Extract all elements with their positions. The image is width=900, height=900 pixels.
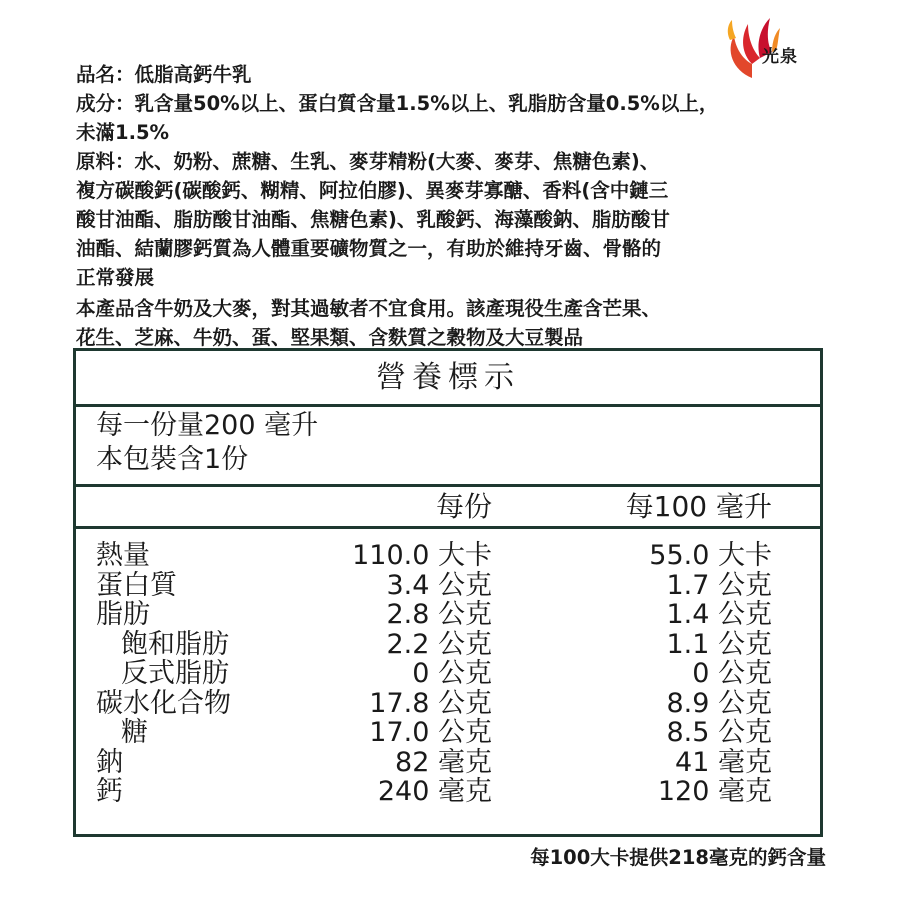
nutrition-title: 營養標示 — [76, 351, 820, 407]
table-row — [76, 748, 820, 778]
value-per-100ml: 8.5 公克 — [666, 717, 772, 748]
value-per-100ml: 120 毫克 — [657, 776, 772, 807]
nutrition-rows — [76, 529, 820, 807]
table-row — [76, 600, 820, 630]
table-row — [76, 630, 820, 660]
value-per-100ml: 55.0 大卡 — [649, 540, 772, 571]
nutrient-name: 飽和脂肪 — [121, 628, 229, 660]
value-per-serving: 240 毫克 — [377, 776, 492, 807]
product-name: 品名：低脂高鈣牛乳 — [76, 63, 252, 86]
value-per-100ml: 0 公克 — [692, 658, 772, 689]
serving-size: 每一份量200 毫升 — [96, 410, 319, 441]
value-per-serving: 17.8 公克 — [369, 687, 492, 719]
value-per-serving: 0 公克 — [412, 658, 492, 689]
table-row — [76, 777, 820, 807]
nutrient-name: 熱量 — [96, 540, 150, 571]
value-per-serving: 82 毫克 — [395, 746, 492, 778]
table-row — [76, 541, 820, 571]
value-per-100ml: 1.1 公克 — [666, 628, 772, 660]
allergen-warning: 本產品含牛奶及大麥，對其過敏者不宜食用。該產現役生產含芒果、 花生、芝麻、牛奶、蛋、堅果類、含麩質之穀物及大豆製品 — [76, 297, 662, 349]
nutrient-name: 反式脂肪 — [121, 658, 229, 689]
brand-logo-text: 光泉 — [762, 47, 798, 67]
column-headers — [76, 487, 820, 529]
value-per-100ml: 41 毫克 — [675, 746, 772, 778]
table-row — [76, 689, 820, 719]
value-per-100ml: 8.9 公克 — [666, 687, 772, 719]
value-per-serving: 2.8 公克 — [386, 599, 492, 630]
value-per-serving: 2.2 公克 — [386, 628, 492, 660]
value-per-serving: 3.4 公克 — [386, 569, 492, 601]
product-raw-materials: 原料：水、奶粉、蔗糖、生乳、麥芽精粉(大麥、麥芽、焦糖色素)、 複方碳酸鈣(碳酸鈣、糊精、阿拉伯膠)、異麥芽寡醣、香料(含中鏈三 酸甘油酯、脂肪酸甘油酯、焦糖色素)、乳酸鈣、海藻酸鈉、脂肪酸甘 油酯、結蘭膠鈣質為人體重要礦物質之一，有助於維持牙齒、骨骼的 正常發展 — [76, 150, 670, 289]
calcium-footnote: 每100大卡提供218毫克的鈣含量 — [530, 846, 826, 869]
table-row — [76, 659, 820, 689]
product-info — [76, 60, 836, 352]
product-ingredients: 成分：乳含量50%以上、蛋白質含量1.5%以上、乳脂肪含量0.5%以上， 未滿1.5% — [76, 92, 719, 144]
value-per-100ml: 1.7 公克 — [666, 569, 772, 601]
value-per-100ml: 1.4 公克 — [666, 599, 772, 630]
col-header-per-serving: 每份 — [435, 490, 492, 523]
serving-info — [76, 407, 820, 487]
table-row — [76, 571, 820, 601]
nutrient-name: 鈣 — [96, 776, 123, 807]
value-per-serving: 17.0 公克 — [369, 717, 492, 748]
servings-per-pack: 本包裝含1份 — [96, 444, 249, 475]
nutrient-name: 蛋白質 — [96, 569, 177, 601]
nutrient-name: 鈉 — [96, 746, 123, 778]
col-header-per-100ml: 每100 毫升 — [625, 490, 772, 523]
table-row — [76, 718, 820, 748]
value-per-serving: 110.0 大卡 — [352, 540, 492, 571]
nutrient-name: 脂肪 — [96, 599, 150, 630]
nutrition-panel — [73, 348, 823, 837]
nutrient-name: 碳水化合物 — [96, 687, 231, 719]
nutrient-name: 糖 — [121, 717, 148, 748]
